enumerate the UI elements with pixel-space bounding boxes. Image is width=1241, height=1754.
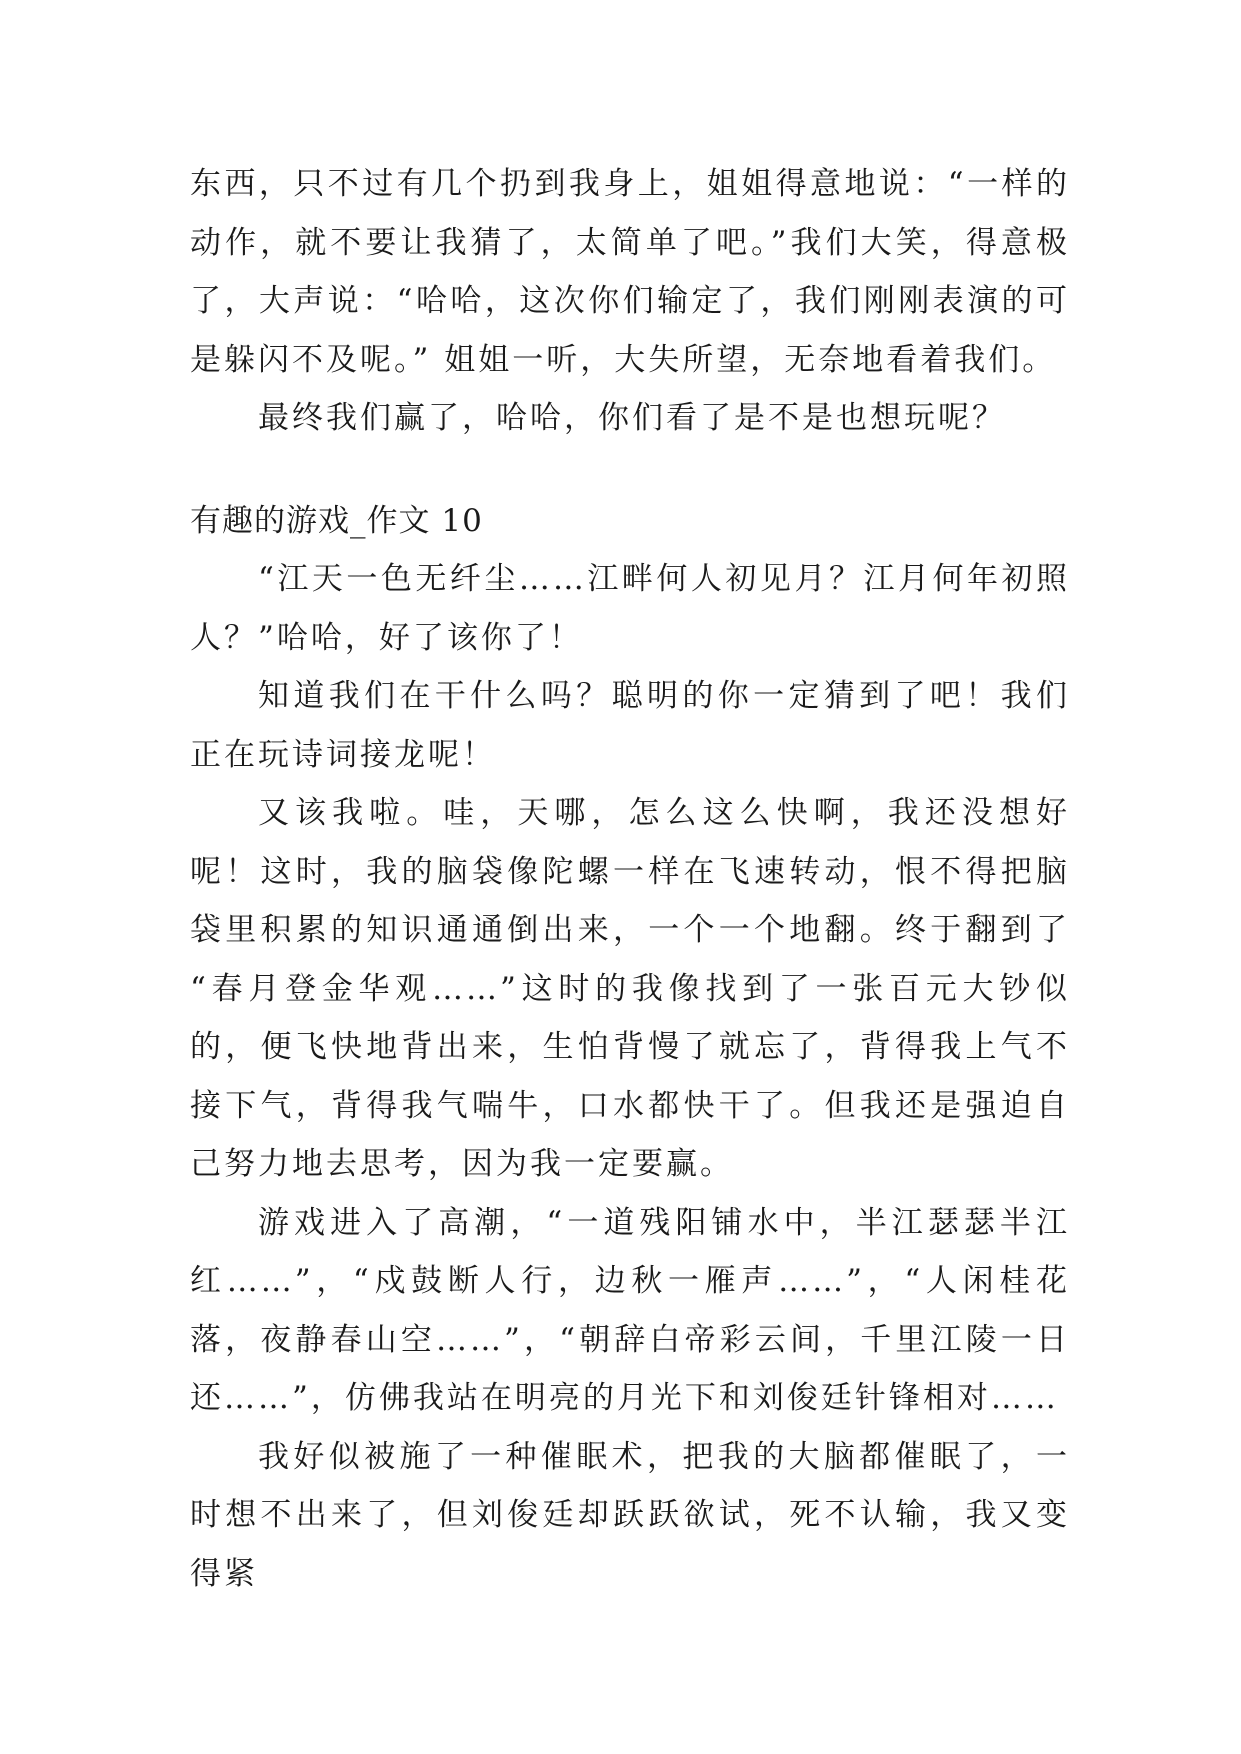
document-body bbox=[190, 155, 1070, 1603]
paragraph-ending: 最终我们赢了，哈哈，你们看了是不是也想玩呢？ bbox=[258, 400, 1006, 436]
paragraph-climax: 游戏进入了高潮，“一道残阳铺水中，半江瑟瑟半江红……”，“戍鼓断人行，边秋一雁声……”，“人闲桂花落，夜静春山空……”，“朝辞白帝彩云间，千里江陵一日还……”，仿佛我站在明亮的月光下和刘俊廷针锋相对…… bbox=[190, 1204, 1070, 1416]
paragraph-hypnosis: 我好似被施了一种催眠术，把我的大脑都催眠了，一时想不出来了，但刘俊廷却跃跃欲试，死不认输，我又变得紧 bbox=[190, 1438, 1070, 1592]
paragraph-my-turn: 又该我啦。哇，天哪，怎么这么快啊，我还没想好呢！这时，我的脑袋像陀螺一样在飞速转动，恨不得把脑袋里积累的知识通通倒出来，一个一个地翻。终于翻到了 “春月登金华观……”这时的我像找到了一张百元大钞似的，便飞快地背出来，生怕背慢了就忘了，背得我上气不接下气，背得我气喘牛，口水都快干了。但我还是强迫自己努力地去思考，因为我一定要赢。 bbox=[190, 795, 1070, 1182]
paragraph-continued: 东西，只不过有几个扔到我身上，姐姐得意地说：“一样的动作，就不要让我猜了，太简单了吧。”我们大笑，得意极了，大声说：“哈哈，这次你们输定了，我们刚刚表演的可是躲闪不及呢。” 姐姐一听，大失所望，无奈地看着我们。 bbox=[190, 166, 1070, 378]
paragraph-poem-opening: “江天一色无纤尘……江畔何人初见月？江月何年初照人？”哈哈，好了该你了！ bbox=[190, 561, 1070, 656]
essay-heading: 有趣的游戏_作文 10 bbox=[190, 502, 483, 539]
paragraph-question: 知道我们在干什么吗？聪明的你一定猜到了吧！我们正在玩诗词接龙呢！ bbox=[190, 678, 1070, 773]
